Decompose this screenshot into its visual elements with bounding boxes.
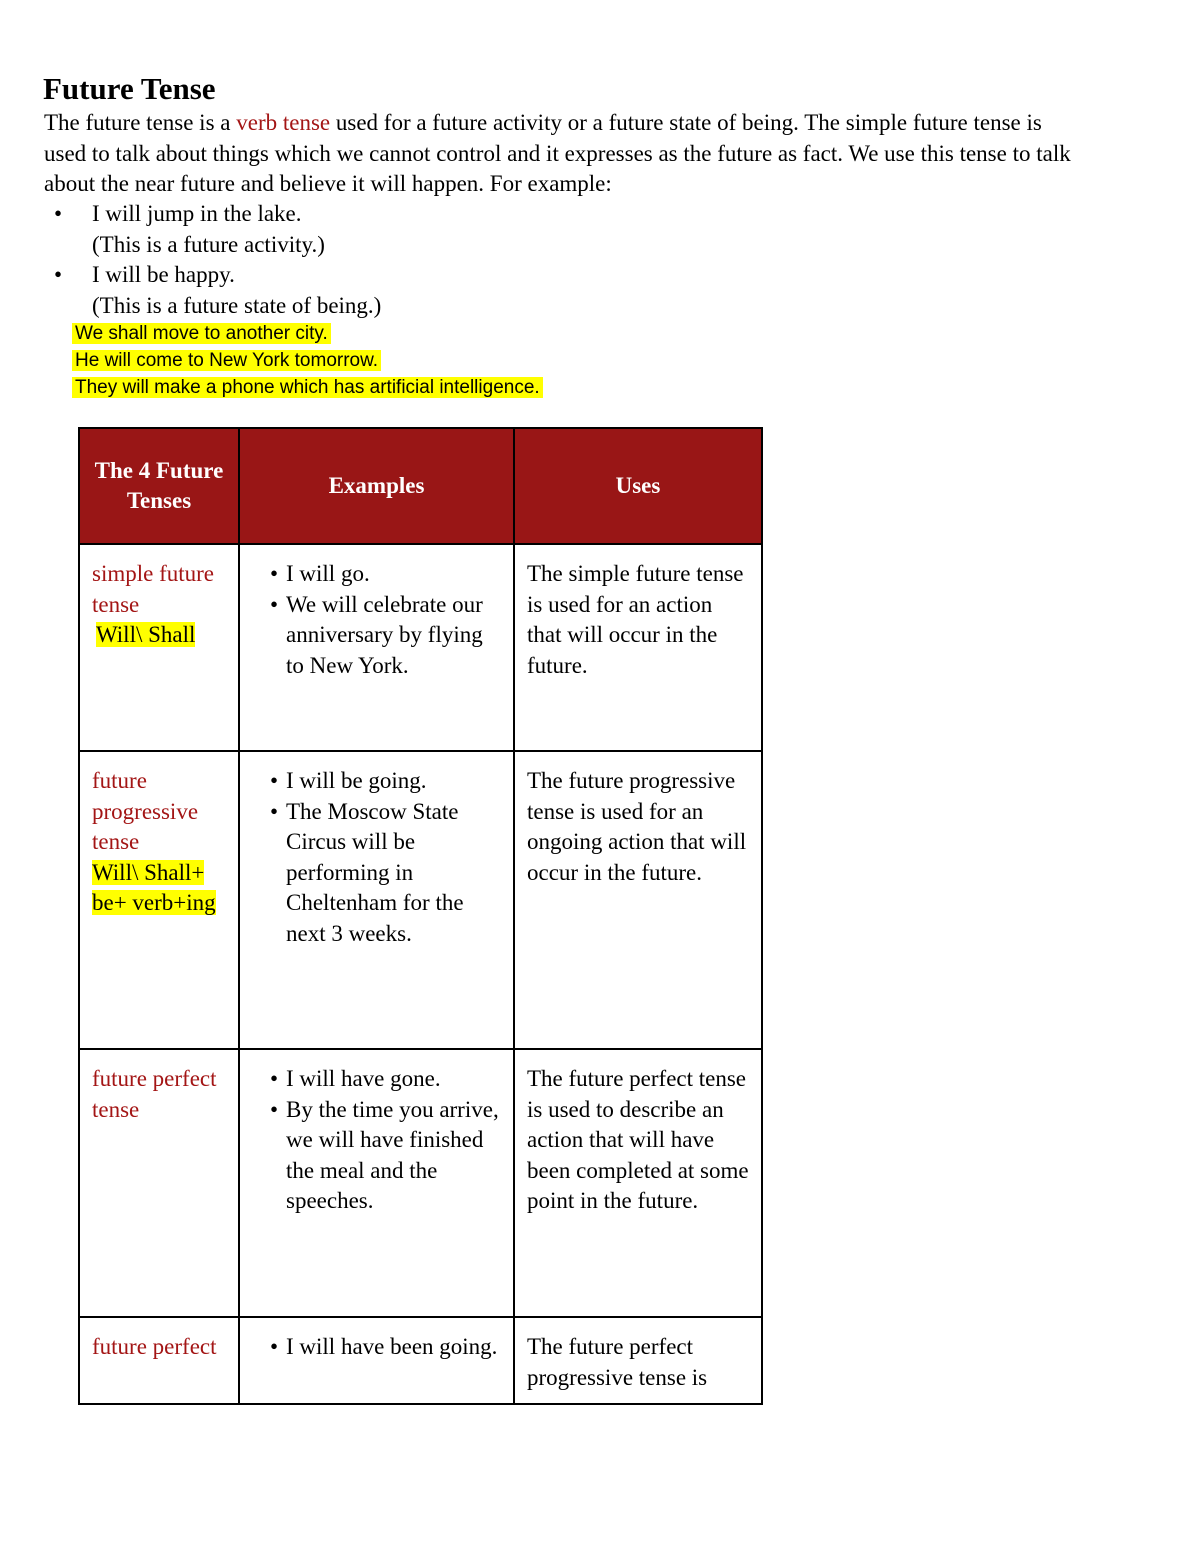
page-title: Future Tense [43, 71, 216, 106]
intro-text-2: used for a future activity or a future state of being. The simple future tense is used to talk about things which we cannot control and it expresses as the future as fact. We use this tense to talk about the near future and believe it will happen. For example: [44, 110, 1071, 196]
examples-cell [239, 751, 514, 1049]
tense-cell [79, 544, 239, 751]
intro-text-1: The future tense is a [44, 110, 237, 135]
uses-cell: The future progressive tense is used for an ongoing action that will occur in the future. [514, 751, 762, 1049]
example-item: • We will celebrate our anniversary by flying to New York. [252, 590, 503, 682]
uses-cell: The future perfect progressive tense is [514, 1317, 762, 1404]
tense-name: simple future tense [92, 561, 214, 617]
tense-formula: Will\ Shall+ be+ verb+ing [92, 859, 216, 915]
intro-paragraph [44, 108, 1084, 200]
tense-cell [79, 1049, 239, 1317]
tense-name: future progressive tense [92, 768, 199, 854]
header-tenses: The 4 Future Tenses [79, 428, 239, 544]
header-uses: Uses [514, 428, 762, 544]
uses-cell: The simple future tense is used for an action that will occur in the future. [514, 544, 762, 751]
tense-cell [79, 751, 239, 1049]
bullet-note: (This is a future activity.) [92, 232, 325, 257]
highlighted-example: He will come to New York tomorrow. [72, 348, 381, 374]
highlighted-example: They will make a phone which has artificial intelligence. [72, 375, 543, 401]
tense-cell [79, 1317, 239, 1404]
table-row [79, 1317, 762, 1404]
table-row [79, 751, 762, 1049]
table-header-row [79, 428, 762, 544]
future-tenses-table [78, 427, 763, 1405]
examples-cell [239, 1049, 514, 1317]
example-item: • I will have been going. [252, 1332, 503, 1363]
highlighted-example: We shall move to another city. [72, 321, 331, 347]
table-row [79, 1049, 762, 1317]
example-item: • The Moscow State Circus will be performing in Cheltenham for the next 3 weeks. [252, 797, 503, 950]
bullet-icon: • [54, 201, 63, 226]
bullet-item [54, 199, 754, 229]
example-item: • I will go. [252, 559, 503, 590]
uses-cell: The future perfect tense is used to describe an action that will have been completed at some point in the future. [514, 1049, 762, 1317]
example-item: • I will be going. [252, 766, 503, 797]
bullet-item [54, 260, 754, 290]
bullet-text: I will jump in the lake. [92, 201, 302, 226]
example-item: • By the time you arrive, we will have finished the meal and the speeches. [252, 1095, 503, 1217]
tense-formula: Will\ Shall [96, 622, 196, 647]
tense-name: future perfect tense [92, 1066, 217, 1122]
header-examples: Examples [239, 428, 514, 544]
example-item: • I will have gone. [252, 1064, 503, 1095]
examples-cell [239, 1317, 514, 1404]
table-row [79, 544, 762, 751]
bullet-text: I will be happy. [92, 262, 235, 287]
bullet-note: (This is a future state of being.) [92, 293, 382, 318]
tense-name: future perfect [92, 1334, 217, 1359]
bullet-icon: • [54, 262, 63, 287]
examples-cell [239, 544, 514, 751]
verb-tense-link[interactable]: verb tense [236, 110, 331, 135]
